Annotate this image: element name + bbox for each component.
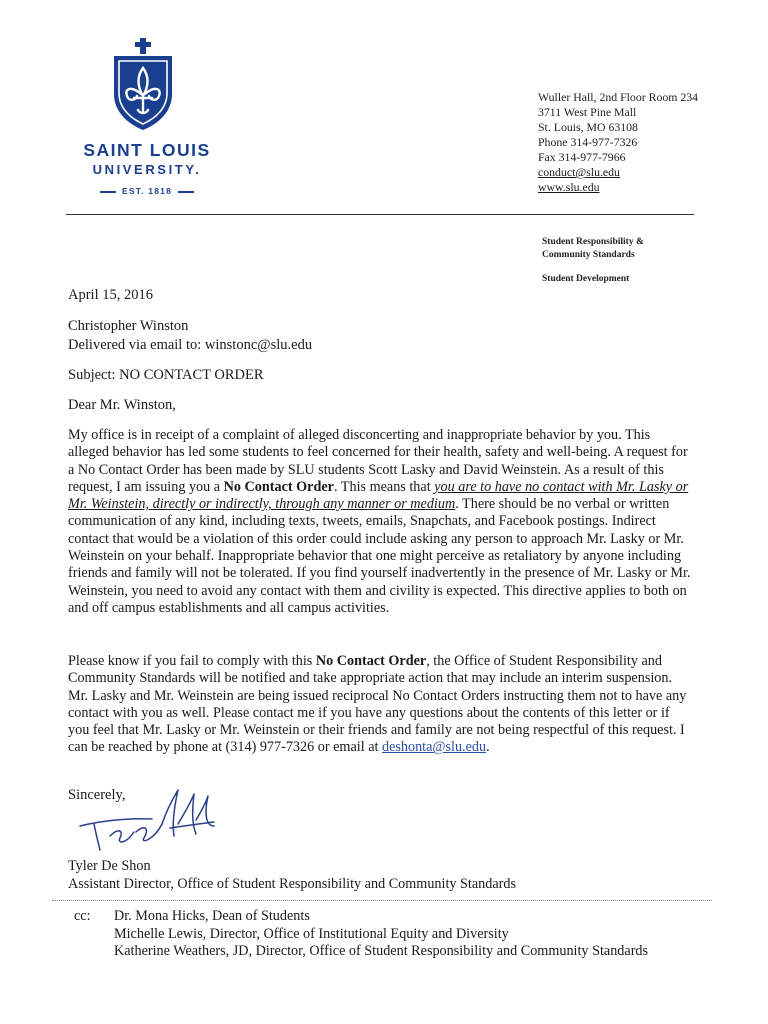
subject-line: Subject: NO CONTACT ORDER (68, 367, 264, 383)
university-name: SAINT LOUIS (83, 140, 211, 160)
footer-divider (52, 900, 712, 901)
signer-block (68, 858, 516, 893)
signer-title: Assistant Director, Office of Student Responsibility and Community Standards (68, 875, 517, 892)
p1-underlined-directive: you are to have no contact with Mr. Lasky or Mr. Weinstein, directly or indirectly, through any manner or medium (68, 478, 689, 513)
p2-bold-term: No Contact Order (315, 653, 427, 669)
right-dash (178, 191, 194, 193)
p2-end: . (486, 739, 490, 756)
cc-entry: Katherine Weathers, JD, Director, Office of Student Responsibility and Community Standards (114, 943, 649, 959)
cc-list (114, 908, 648, 961)
salutation: Dear Mr. Winston, (68, 397, 176, 413)
address-line1: Wuller Hall, 2nd Floor Room 234 (538, 90, 699, 104)
recipient-name: Christopher Winston (68, 318, 189, 334)
fleur-de-lis-shield-icon (110, 36, 176, 132)
left-dash (100, 191, 116, 193)
body-paragraph-2 (68, 653, 692, 757)
contact-email-link[interactable]: deshonta@slu.edu (381, 739, 487, 756)
established-line (72, 186, 222, 196)
p1-text-b: . This means that (333, 478, 435, 495)
p1-bold-term: No Contact Order (223, 478, 334, 495)
department-line2: Community Standards (542, 250, 635, 260)
fax-number: Fax 314-977-7966 (538, 150, 626, 164)
letter-date: April 15, 2016 (68, 287, 153, 303)
conduct-email-link[interactable]: conduct@slu.edu (538, 165, 620, 179)
phone-number: Phone 314-977-7326 (538, 135, 638, 149)
contact-address (538, 90, 698, 195)
division-name: Student Development (542, 274, 630, 284)
p2-text-b: , the Office of Student Responsibility and Community Standards will be notified and take appropriate action that may include an interim suspension. Mr. Lasky and Mr. Weinstein are being issued reciprocal No Contact Orders instructing them not to have any contact with you as well. Please contact me if you have any questions about the contents of this letter or if you feel that Mr. Lasky or Mr. Weinstein or their friends and family are not being respectful of this request. I can be reached by phone at (314) 977-7326 or email at (68, 653, 687, 756)
established-text: EST. 1818 (121, 186, 173, 196)
p1-text-a: My office is in receipt of a complaint of alleged disconcerting and inappropriate behavior by you. This alleged behavior has led some students to feel concerned for their health, safety and well-being. A request for a No Contact Order has been made by SLU students Scott Lasky and David Weinstein. As a result of this request, I am issuing you a (68, 427, 688, 495)
address-line2: 3711 West Pine Mall (538, 105, 637, 119)
signer-name: Tyler De Shon (68, 858, 151, 874)
cc-entry: Dr. Mona Hicks, Dean of Students (114, 908, 310, 924)
body-paragraph-1 (68, 427, 692, 617)
header-divider (66, 214, 694, 215)
closing: Sincerely, (68, 787, 126, 803)
cc-entry: Michelle Lewis, Director, Office of Institutional Equity and Diversity (114, 925, 509, 942)
department-name (542, 236, 644, 262)
p2-text-a: Please know if you fail to comply with this (68, 653, 316, 669)
delivery-note: Delivered via email to: winstonc@slu.edu (68, 337, 313, 353)
university-subname: UNIVERSITY. (92, 162, 202, 177)
recipient-block (68, 317, 312, 355)
handwritten-signature (74, 784, 244, 852)
p1-text-c: . There should be no verbal or written communication of any kind, including texts, tweets, emails, Snapchats, and Facebook postings. Indirect contact that would be a violation of this order could include asking any person to approach Mr. Lasky or Mr. Weinstein on your behalf. Inappropriate behavior that one might perceive as retaliatory by anyone including friends and family will not be tolerated. If you find yourself inadvertently in the presence of Mr. Lasky or Mr. Weinstein, you need to avoid any contact with them and civility is expected. This directive applies to both on and off campus establishments and all campus activities. (68, 496, 691, 616)
address-line3: St. Louis, MO 63108 (538, 120, 638, 134)
website-link[interactable]: www.slu.edu (538, 180, 600, 194)
cc-label: cc: (74, 908, 91, 924)
department-line1: Student Responsibility & (542, 237, 644, 247)
